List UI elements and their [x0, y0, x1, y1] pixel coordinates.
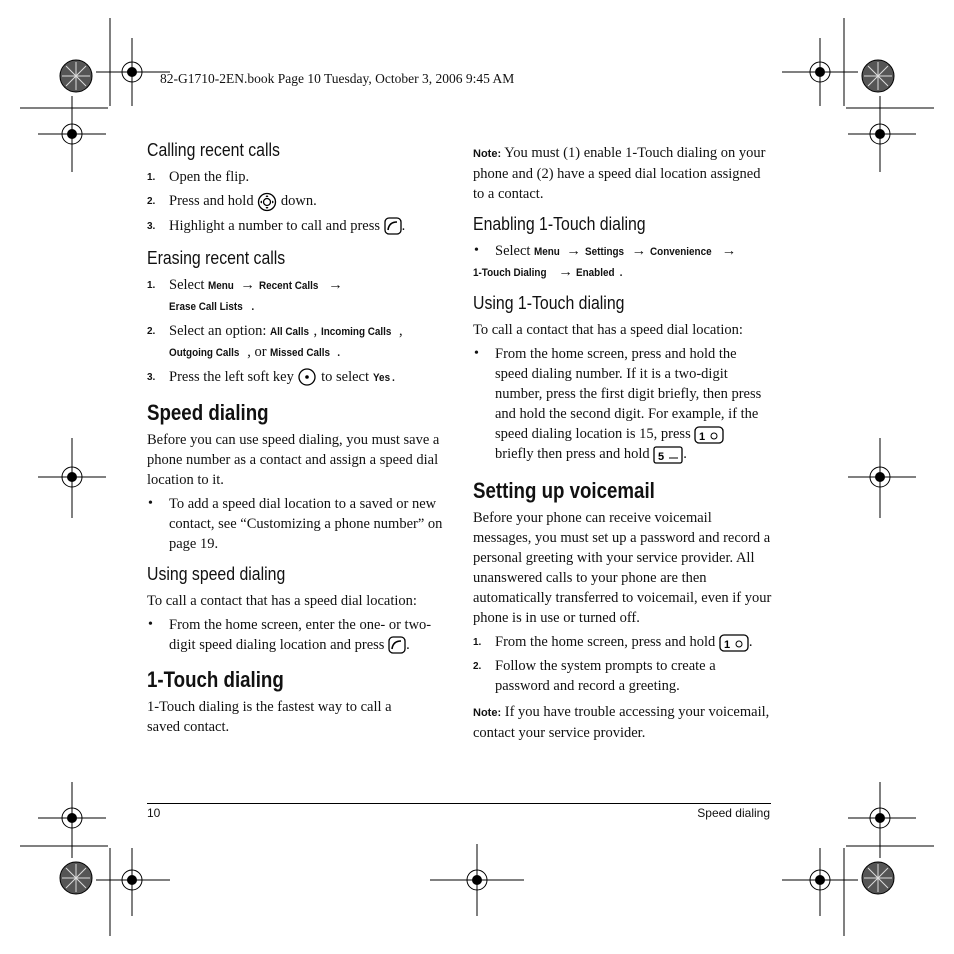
- heading-setting-up-voicemail: Setting up voicemail: [473, 478, 655, 503]
- page-number: 10: [147, 806, 161, 820]
- heading-erasing-recent-calls: Erasing recent calls: [147, 247, 286, 268]
- key-1-icon: [719, 634, 749, 652]
- send-key-icon: [384, 217, 402, 235]
- heading-using-speed-dialing: Using speed dialing: [147, 563, 286, 584]
- heading-1-touch-dialing: 1-Touch dialing: [147, 666, 284, 692]
- heading-calling-recent-calls: Calling recent calls: [147, 140, 280, 160]
- list-item: • From the home screen, enter the one- or two-digit speed dialing location and press .: [148, 616, 432, 653]
- paragraph: To call a contact that has a speed dial location:: [473, 322, 743, 338]
- svg-text:5: 5: [658, 450, 665, 463]
- list-item: • From the home screen, press and hold the speed dialing number. If it is a two-digit number, press the first digit briefly, then press and hold the second digit. For example, if the speed dialing location is 15, press 1 briefly then press and hold 5 .: [474, 346, 762, 463]
- left-column: [147, 140, 447, 737]
- list-item: 2. Press and hold down.: [147, 191, 447, 212]
- left-soft-key-icon: [297, 367, 317, 387]
- list-item: • Select Menu → Settings → Convenience → 1-Touch Dialing → Enabled .: [473, 243, 737, 280]
- send-key-icon: [388, 636, 406, 654]
- svg-text:1: 1: [699, 430, 706, 443]
- paragraph: Before you can use speed dialing, you must save a phone number as a contact and assign a speed dial location to it.: [147, 431, 440, 488]
- right-column: [473, 143, 773, 743]
- list-item: 3. Highlight a number to call and press .: [147, 217, 406, 234]
- key-5-icon: [653, 446, 683, 464]
- paragraph: 1-Touch dialing is the fastest way to call a saved contact.: [147, 698, 392, 735]
- list-item: 1. Open the flip.: [147, 169, 250, 185]
- list-item: 1. Select Menu → Recent Calls → Erase Call Lists .: [147, 276, 343, 314]
- note: Note: If you have trouble accessing your voicemail, contact your service provider.: [473, 704, 770, 741]
- svg-text:1: 1: [723, 638, 731, 651]
- note: Note: You must (1) enable 1-Touch dialing on your phone and (2) have a speed dial location assigned to a contact.: [473, 145, 766, 202]
- heading-using-1-touch: Using 1-Touch dialing: [473, 293, 625, 313]
- key-1-icon: [694, 426, 724, 444]
- list-item: 1. From the home screen, press and hold 1 .: [473, 634, 753, 651]
- paragraph: To call a contact that has a speed dial location:: [147, 592, 417, 609]
- footer-rule: [147, 803, 771, 804]
- paragraph: Before your phone can receive voicemail messages, you must set up a password and record a personal greeting with your service provider. All unanswered calls to your phone are then automatically transferred to voicemail, even if your phone is in use or turned off.: [473, 510, 772, 626]
- list-item: 2. Follow the system prompts to create a password and record a greeting.: [473, 658, 716, 694]
- nav-key-icon: [257, 192, 277, 212]
- footer-section-title: Speed dialing: [697, 806, 770, 820]
- list-item: 2. Select an option: All Calls , Incoming Calls , Outgoing Calls , or Missed Calls .: [147, 322, 403, 360]
- list-item: • To add a speed dial location to a saved or new contact, see “Customizing a phone number” on page 19.: [148, 495, 443, 552]
- list-item: 3. Press the left soft key to select Yes .: [147, 367, 447, 388]
- heading-speed-dialing: Speed dialing: [147, 399, 269, 425]
- heading-enabling-1-touch: Enabling 1-Touch dialing: [473, 214, 646, 234]
- book-header-line: 82-G1710-2EN.book Page 10 Tuesday, October 3, 2006 9:45 AM: [160, 71, 515, 86]
